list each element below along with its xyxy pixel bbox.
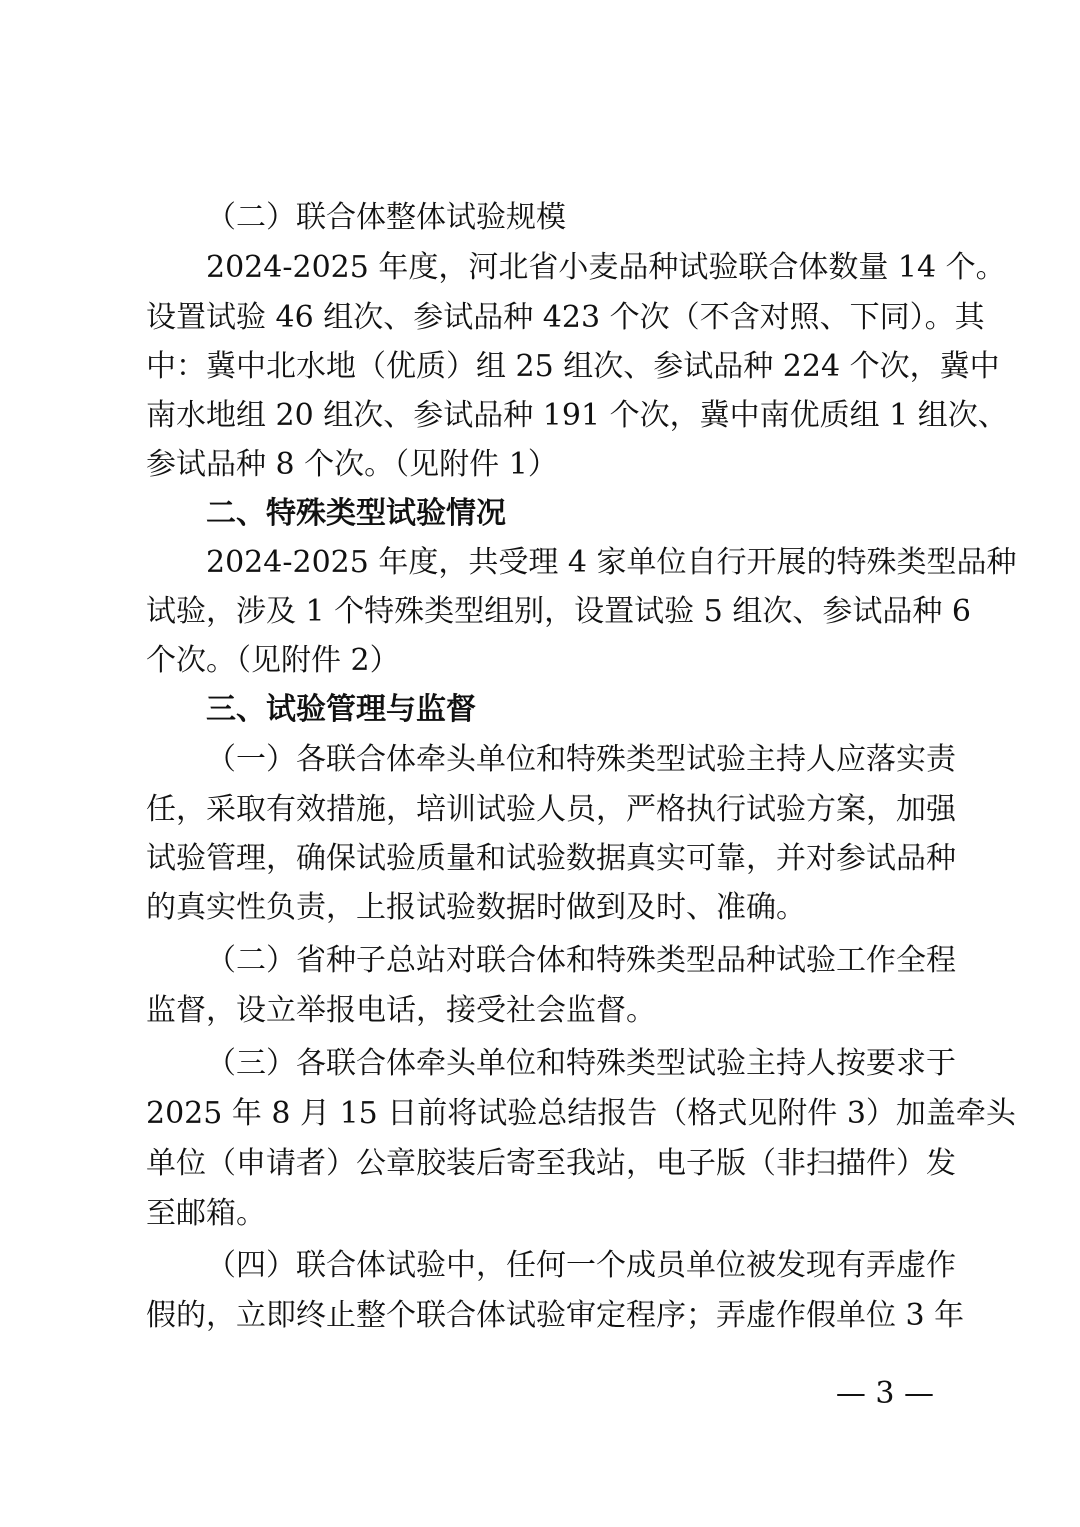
- paragraph-line: 的真实性负责，上报试验数据时做到及时、准确。: [146, 890, 806, 925]
- paragraph-line: 试验管理，确保试验质量和试验数据真实可靠，并对参试品种: [146, 841, 956, 876]
- section-heading-management: 三、试验管理与监督: [206, 692, 476, 727]
- paragraph-line: （四）联合体试验中，任何一个成员单位被发现有弄虚作: [206, 1248, 956, 1283]
- paragraph-line: 单位（申请者）公章胶装后寄至我站，电子版（非扫描件）发: [146, 1146, 956, 1181]
- paragraph-line: 个次。（见附件 2）: [146, 643, 400, 678]
- paragraph-line: 假的，立即终止整个联合体试验审定程序；弄虚作假单位 3 年: [146, 1298, 965, 1333]
- paragraph-line: （二）省种子总站对联合体和特殊类型品种试验工作全程: [206, 943, 956, 978]
- paragraph-line: 2024-2025 年度，共受理 4 家单位自行开展的特殊类型品种: [206, 545, 1017, 580]
- paragraph-line: 试验，涉及 1 个特殊类型组别，设置试验 5 组次、参试品种 6: [146, 594, 971, 629]
- section-heading-special-trials: 二、特殊类型试验情况: [206, 496, 506, 531]
- paragraph-line: 中：冀中北水地（优质）组 25 组次、参试品种 224 个次，冀中: [146, 349, 1000, 384]
- paragraph-line: 南水地组 20 组次、参试品种 191 个次，冀中南优质组 1 组次、: [146, 398, 1008, 433]
- paragraph-line: 参试品种 8 个次。（见附件 1）: [146, 447, 558, 482]
- paragraph-line: 任，采取有效措施，培训试验人员，严格执行试验方案，加强: [146, 792, 956, 827]
- paragraph-line: 2025 年 8 月 15 日前将试验总结报告（格式见附件 3）加盖牵头: [146, 1096, 1016, 1131]
- paragraph-line: 设置试验 46 组次、参试品种 423 个次（不含对照、下同）。其: [146, 300, 985, 335]
- paragraph-line: （一）各联合体牵头单位和特殊类型试验主持人应落实责: [206, 742, 956, 777]
- paragraph-line: 监督，设立举报电话，接受社会监督。: [146, 993, 656, 1028]
- paragraph-line: 至邮箱。: [146, 1196, 266, 1231]
- paragraph-line: 2024-2025 年度，河北省小麦品种试验联合体数量 14 个。: [206, 250, 1006, 285]
- page-number: — 3 —: [835, 1376, 934, 1411]
- paragraph-line: （三）各联合体牵头单位和特殊类型试验主持人按要求于: [206, 1046, 956, 1081]
- section-heading-joint-scale: （二）联合体整体试验规模: [206, 200, 566, 235]
